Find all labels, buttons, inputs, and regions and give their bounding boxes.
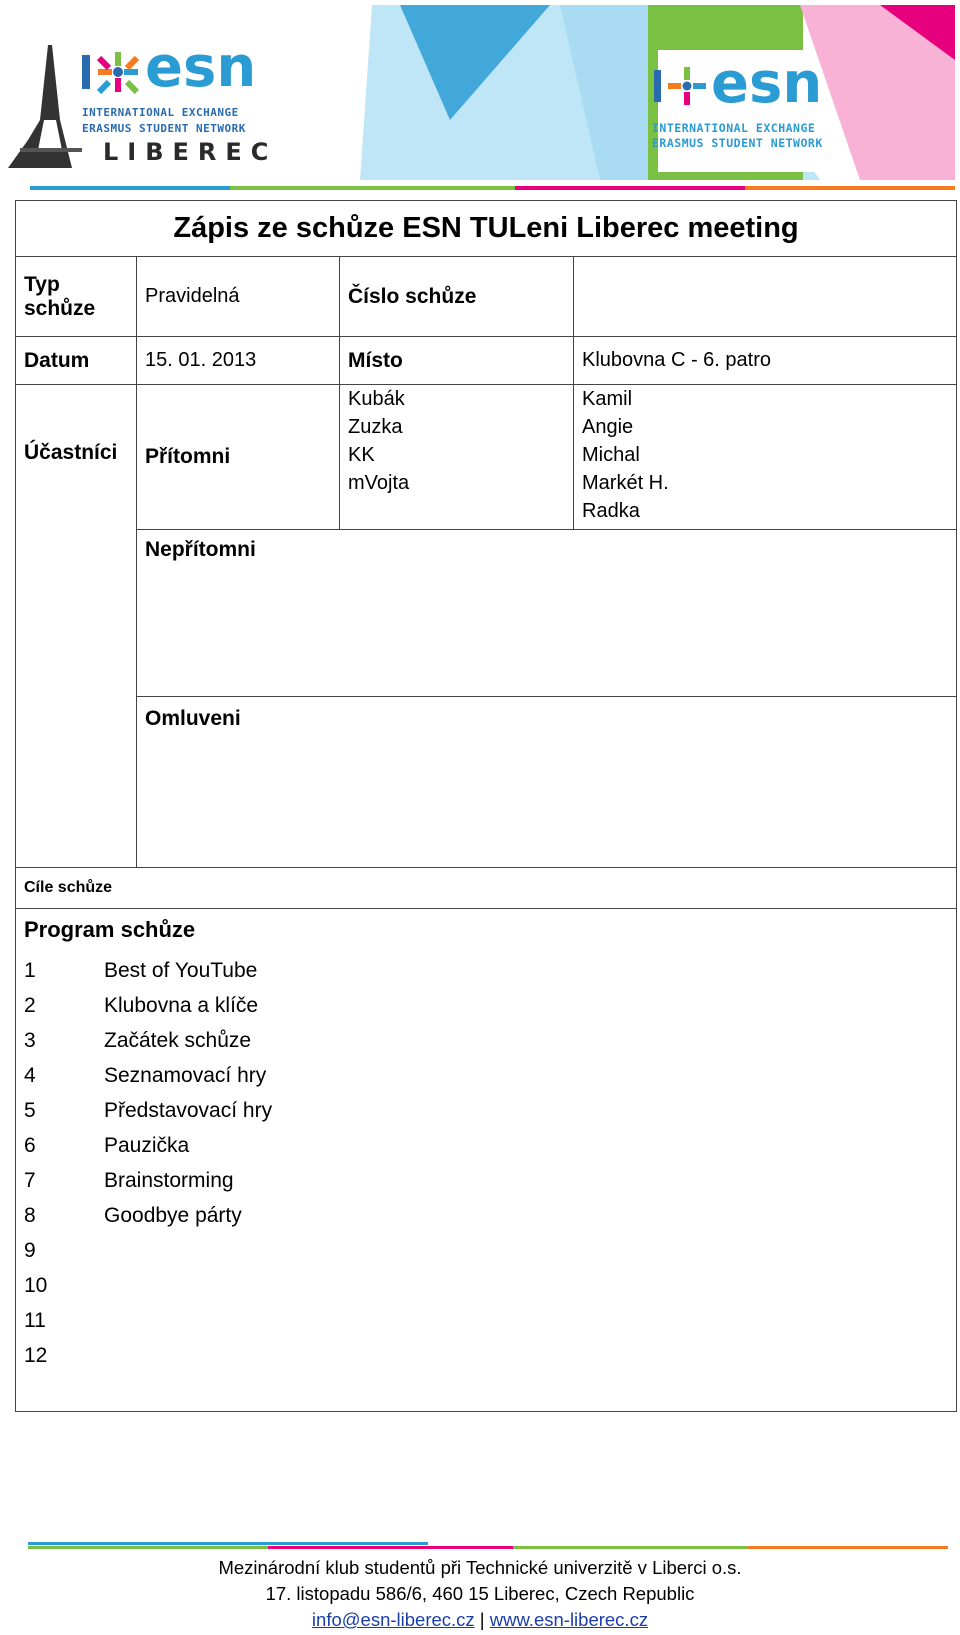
page-title: Zápis ze schůze ESN TULeni Liberec meeting <box>16 201 957 257</box>
left-logo-line2: ERASMUS STUDENT NETWORK <box>82 122 246 135</box>
typ-value: Pravidelná <box>137 257 340 337</box>
attendee-name: Kubák <box>348 388 405 410</box>
program-item <box>24 1303 948 1338</box>
header-stripe-orange <box>745 186 955 190</box>
website-link[interactable]: www.esn-liberec.cz <box>489 1609 649 1630</box>
right-logo-brand: esn <box>711 51 823 116</box>
pritomni-label: Přítomni <box>137 385 340 530</box>
program-item <box>24 1338 948 1373</box>
cislo-label: Číslo schůze <box>340 257 574 337</box>
attendee-name: Angie <box>582 416 634 438</box>
attendee-name: Michal <box>582 444 640 466</box>
program-item-text: Best of YouTube <box>104 958 258 982</box>
program-item-number: 9 <box>24 1238 36 1262</box>
attendee-name: KK <box>348 444 375 466</box>
header-stripe-pink <box>515 186 745 190</box>
program-item-number: 5 <box>24 1098 36 1122</box>
program-item <box>24 988 948 1023</box>
footer-address: 17. listopadu 586/6, 460 15 Liberec, Czech Republic <box>265 1583 695 1604</box>
nepritomni-label: Nepřítomni <box>137 530 957 697</box>
footer <box>0 1555 960 1633</box>
program-item-number: 12 <box>24 1343 48 1367</box>
eiffel-tower-icon <box>8 45 82 168</box>
program-item-number: 8 <box>24 1203 36 1227</box>
program-item-number: 7 <box>24 1168 36 1192</box>
program-item-number: 2 <box>24 993 36 1017</box>
footer-stripe-pink <box>268 1546 513 1549</box>
program-item <box>24 1128 948 1163</box>
program-item <box>24 1268 948 1303</box>
program-item <box>24 1023 948 1058</box>
pritomni-list-2 <box>574 385 957 530</box>
program-item <box>24 1093 948 1128</box>
datum-label: Datum <box>16 337 137 385</box>
program-item <box>24 1058 948 1093</box>
header-stripe-cyan <box>30 186 230 190</box>
attendee-name: Radka <box>582 500 640 522</box>
right-logo-line2: ERASMUS STUDENT NETWORK <box>652 136 823 150</box>
email-link[interactable]: info@esn-liberec.cz <box>311 1609 475 1630</box>
program-item <box>24 1233 948 1268</box>
program-item-number: 10 <box>24 1273 48 1297</box>
footer-contacts <box>0 1607 960 1633</box>
misto-value: Klubovna C - 6. patro <box>574 337 957 385</box>
program-list <box>24 953 948 1373</box>
esn-star-icon <box>82 52 139 94</box>
footer-org: Mezinárodní klub studentů při Technické univerzitě v Liberci o.s. <box>218 1557 742 1578</box>
footer-stripe-cyan <box>28 1542 428 1545</box>
program-item <box>24 953 948 988</box>
attendee-name: Markét H. <box>582 472 669 494</box>
program-item <box>24 1163 948 1198</box>
cile-label: Cíle schůze <box>16 868 957 909</box>
program-item-number: 11 <box>24 1308 46 1332</box>
program-item-number: 6 <box>24 1133 36 1157</box>
cislo-value <box>574 257 957 337</box>
footer-stripe-orange <box>748 1546 948 1549</box>
header-stripe-green <box>230 186 515 190</box>
program-title: Program schůze <box>24 917 196 942</box>
program-item-text: Začátek schůze <box>104 1028 252 1052</box>
program-item-number: 3 <box>24 1028 36 1052</box>
typ-label: Typ schůze <box>16 257 137 337</box>
footer-separator: | <box>479 1609 485 1630</box>
left-logo-line1: INTERNATIONAL EXCHANGE <box>82 106 239 119</box>
program-item-number: 4 <box>24 1063 36 1087</box>
footer-stripe-green <box>28 1546 268 1549</box>
attendee-name: Zuzka <box>348 416 403 438</box>
program-item-text: Představovací hry <box>104 1098 273 1122</box>
omluveni-label: Omluveni <box>137 697 957 868</box>
footer-stripe-green-2 <box>513 1546 748 1549</box>
left-logo-brand: esn <box>145 35 257 100</box>
attendee-name: mVojta <box>348 472 410 494</box>
program-item-text: Klubovna a klíče <box>104 993 259 1017</box>
program-item-text: Seznamovací hry <box>104 1063 267 1087</box>
left-logo-block <box>145 35 257 100</box>
ucastnici-label: Účastníci <box>16 385 137 868</box>
pritomni-list-1 <box>340 385 574 530</box>
meeting-form <box>15 200 957 1412</box>
program-item-text: Brainstorming <box>104 1168 234 1192</box>
program-item-text: Pauzička <box>104 1133 190 1157</box>
program-item-text: Goodbye párty <box>104 1203 242 1227</box>
right-logo-line1: INTERNATIONAL EXCHANGE <box>652 121 816 135</box>
program-item <box>24 1198 948 1233</box>
misto-label: Místo <box>340 337 574 385</box>
left-logo-city: LIBEREC <box>103 138 278 166</box>
datum-value: 15. 01. 2013 <box>137 337 340 385</box>
header <box>0 0 960 200</box>
program-item-number: 1 <box>24 958 36 982</box>
attendee-name: Kamil <box>582 388 633 410</box>
program-section <box>16 909 957 1412</box>
